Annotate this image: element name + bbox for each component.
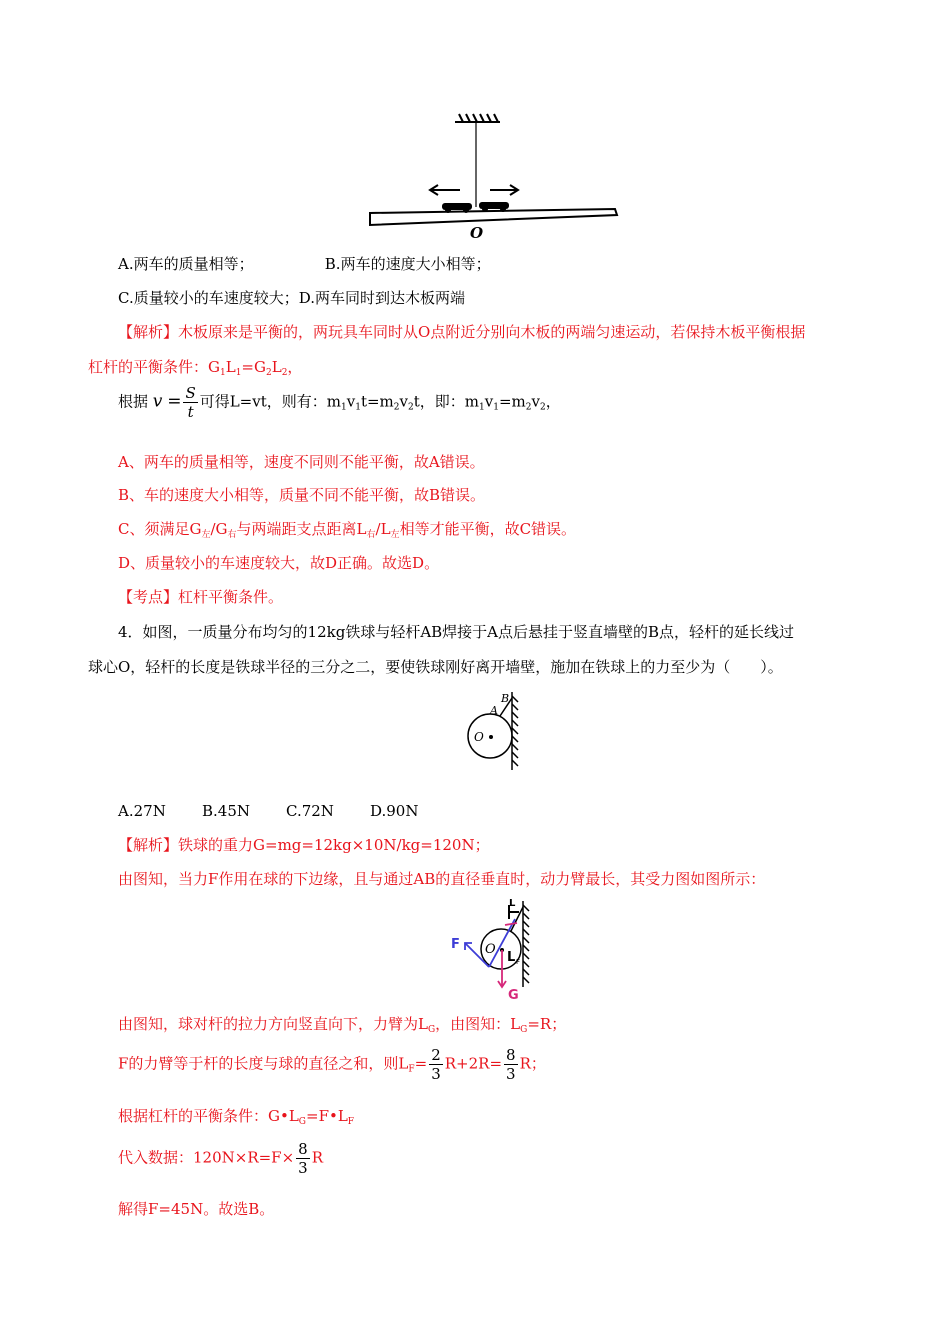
q4-question-line-1: 4．如图，一质量分布均匀的12kg铁球与轻杆AB焊接于A点后悬挂于竖直墙壁的B点，轻杆的延长线过: [118, 623, 795, 641]
q3-options-row-2: [118, 288, 465, 308]
svg-text:G: G: [508, 988, 519, 1000]
q4-options-row: [118, 801, 418, 821]
svg-text:A: A: [490, 704, 498, 717]
q4-substitute-line: 代入数据：120N×R=F× $\frac{8}{3}$ R: [118, 1140, 324, 1177]
svg-text:L: L: [507, 950, 516, 965]
q3-analysis-tag: 【解析】: [118, 323, 179, 341]
q4-lf-line: F的力臂等于杆的长度与球的直径之和，则$L_F=$ $\frac{2}{3}$ R+2R= $\frac{8}{3}$ R；: [118, 1046, 546, 1083]
q4-analysis-line-2: 由图知，当力F作用在球的下边缘，且与通过AB的直径垂直时，动力臂最长，其受力图如图所示：: [118, 870, 766, 888]
q4-question-line-2: 球心O，轻杆的长度是铁球半径的三分之二，要使铁球刚好离开墙壁，施加在铁球上的力至少为（ ）。: [88, 658, 783, 676]
q4-option-b[interactable]: B.45N: [202, 802, 251, 820]
q3-line-a: A、两车的质量相等，速度不同则不能平衡，故A错误。: [118, 453, 485, 471]
figure-lever-board: [360, 110, 630, 245]
q4-balance-line: 根据杠杆的平衡条件：$G•L_G=F•L_F$: [118, 1107, 355, 1127]
q3-kaodian: 【考点】杠杆平衡条件。: [118, 588, 284, 606]
q4-lg-line: 由图知，球对杆的拉力方向竖直向下，力臂为$L_G$，由图知：$L_G=R$；: [118, 1015, 567, 1035]
force-diagram: [445, 895, 540, 1000]
q4-analysis-tag: 【解析】: [118, 836, 179, 854]
figure-force-diagram: [445, 895, 540, 1000]
q4-option-c[interactable]: C.72N: [286, 802, 334, 820]
q3-option-b[interactable]: B.两车的速度大小相等；: [324, 255, 491, 273]
q3-line-c: C、须满足$G_左/G_右$与两端距支点距离$L_右/L_左$相等才能平衡，故C错误。: [118, 520, 577, 540]
svg-text:O: O: [485, 942, 496, 957]
kaodian-tag: 【考点】: [118, 588, 179, 606]
svg-text:L: L: [509, 898, 516, 909]
q4-answer: 解得F=45N。故选B。: [118, 1200, 275, 1218]
q4-analysis-line-1: 【解析】铁球的重力G=mg=12kg×10N/kg=120N；: [118, 836, 490, 854]
q3-options-row-1: [118, 254, 491, 274]
q3-option-d[interactable]: D.两车同时到达木板两端: [298, 289, 465, 307]
q3-analysis-line-2: 杠杆的平衡条件：$G_1L_1=G_2L_2$，: [88, 358, 303, 378]
svg-text:F: F: [451, 937, 460, 952]
q3-option-a[interactable]: A.两车的质量相等；: [118, 255, 254, 273]
q3-line-d: D、质量较小的车速度较大，故D正确。故选D。: [118, 554, 440, 572]
q3-formula-line: 根据 v = $\frac{S}{t}$ 可得L=vt，则有：$m_1v_1t=m_2v_2t$，即：$m_1v_1=m_2v_2$，: [118, 384, 561, 421]
figure-ball-wall: [460, 688, 530, 773]
q3-analysis-line-1: 【解析】木板原来是平衡的，两玩具车同时从O点附近分别向木板的两端匀速运动，若保持木板平衡根据: [88, 322, 805, 342]
q3-option-c[interactable]: C.质量较小的车速度较大；: [118, 289, 299, 307]
lever-board-diagram: [360, 110, 630, 245]
ball-wall-diagram: [460, 688, 530, 773]
svg-text:O: O: [474, 730, 484, 744]
pivot-label: O: [470, 224, 484, 242]
q4-option-a[interactable]: A.27N: [118, 802, 166, 820]
q3-line-b: B、车的速度大小相等，质量不同不能平衡，故B错误。: [118, 486, 486, 504]
svg-text:B: B: [501, 692, 510, 705]
svg-text:F: F: [516, 958, 521, 966]
q4-option-d[interactable]: D.90N: [370, 802, 419, 820]
